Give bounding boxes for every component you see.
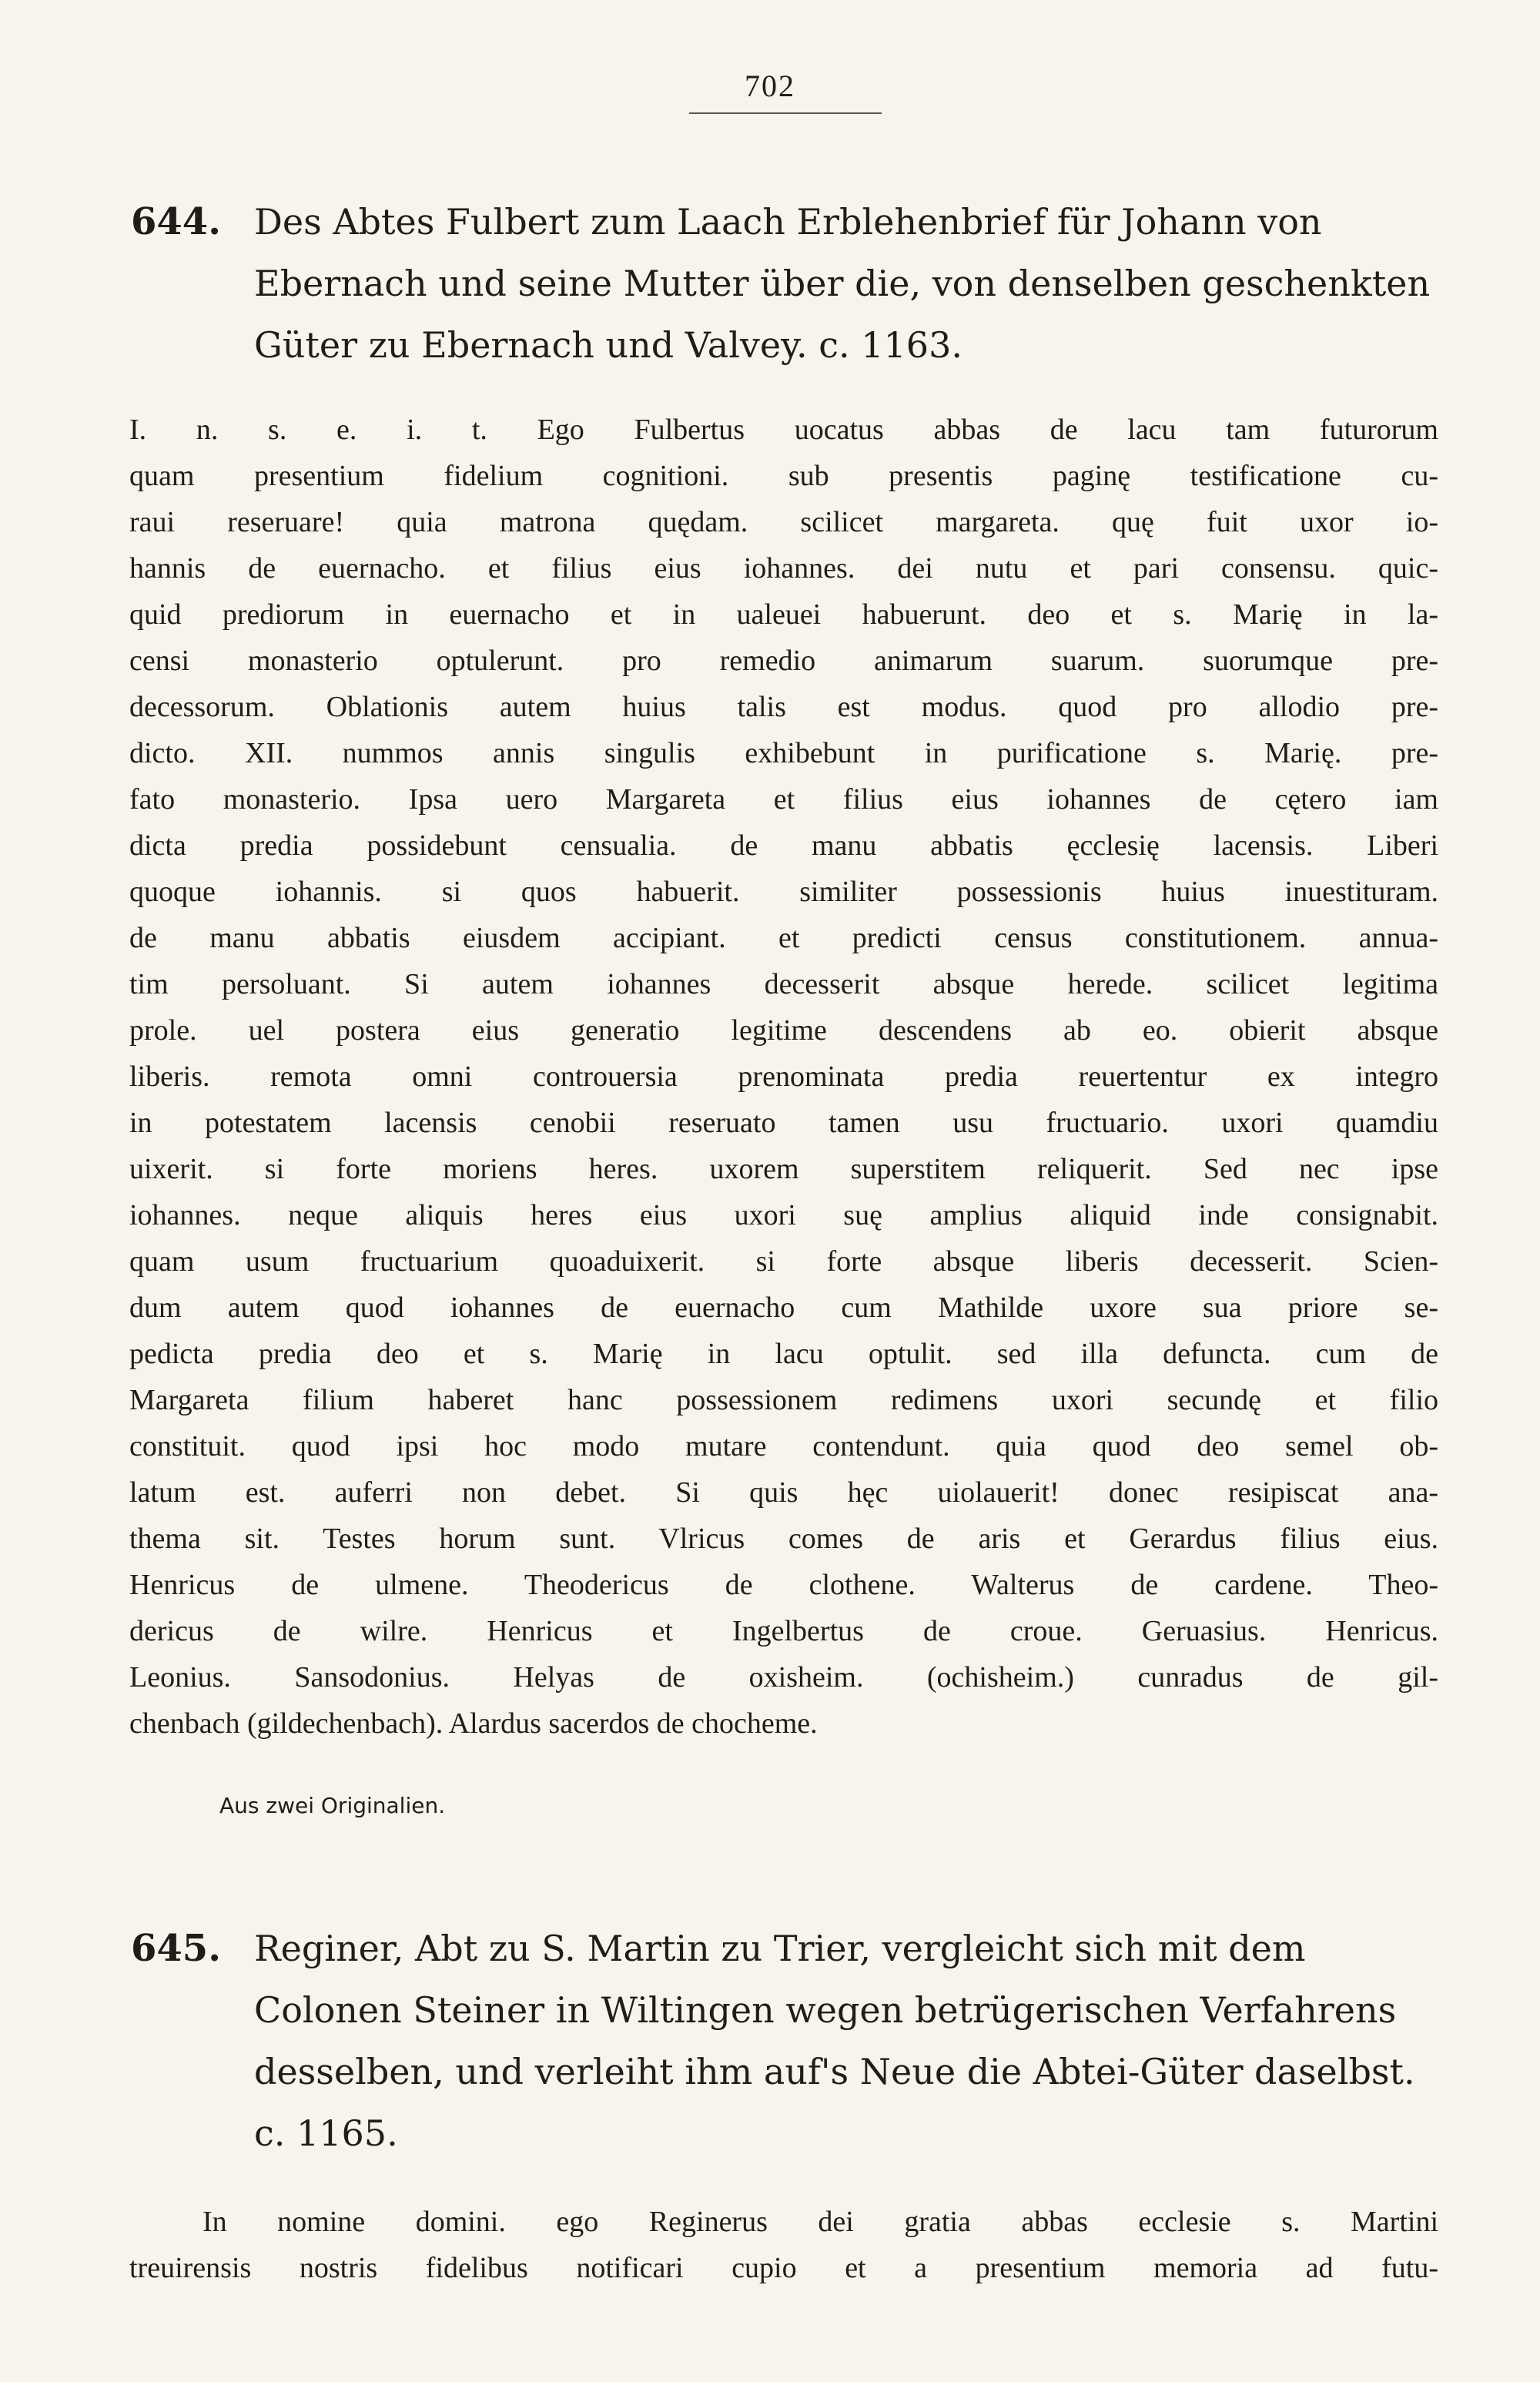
body-line: quam presentium fidelium cognitioni. sub presentis paginę testificatione cu- xyxy=(129,460,1438,492)
body-line: treuirensis nostris fidelibus notificari cupio et a presentium memoria ad futu- xyxy=(129,2252,1438,2284)
body-line: dericus de wilre. Henricus et Ingelbertus de croue. Geruasius. Henricus. xyxy=(129,1615,1438,1647)
body-line: prole. uel postera eius generatio legitime descendens ab eo. obierit absque xyxy=(129,1014,1438,1047)
body-line: fato monasterio. Ipsa uero Margareta et filius eius iohannes de cętero iam xyxy=(129,783,1438,816)
body-line: de manu abbatis eiusdem accipiant. et predicti census constitutionem. annua- xyxy=(129,922,1438,954)
heading-line: Des Abtes Fulbert zum Laach Erblehenbrief für Johann von xyxy=(254,201,1322,243)
body-line: censi monasterio optulerunt. pro remedio animarum suarum. suorumque pre- xyxy=(129,645,1438,677)
document-number-644: 644. xyxy=(131,200,221,243)
heading-line: Ebernach und seine Mutter über die, von denselben geschenkten xyxy=(254,263,1431,304)
body-line: in potestatem lacensis cenobii reseruato tamen usu fructuario. uxori quamdiu xyxy=(129,1107,1438,1139)
page-number: 702 xyxy=(745,69,795,103)
body-line: dicta predia possidebunt censualia. de manu abbatis ęcclesię lacensis. Liberi xyxy=(129,829,1438,862)
body-line: constituit. quod ipsi hoc modo mutare contendunt. quia quod deo semel ob- xyxy=(129,1430,1438,1462)
body-line: decessorum. Oblationis autem huius talis est modus. quod pro allodio pre- xyxy=(129,691,1438,723)
body-line: latum est. auferri non debet. Si quis hęc uiolauerit! donec resipiscat ana- xyxy=(129,1476,1438,1509)
body-line: quid prediorum in euernacho et in ualeuei habuerunt. deo et s. Marię in la- xyxy=(129,598,1438,631)
body-line: thema sit. Testes horum sunt. Vlricus comes de aris et Gerardus filius eius. xyxy=(129,1523,1438,1555)
body-line: raui reseruare! quia matrona quędam. scilicet margareta. quę fuit uxor io- xyxy=(129,506,1438,538)
body-line: tim persoluant. Si autem iohannes decesserit absque herede. scilicet legitima xyxy=(129,968,1438,1000)
body-line: quam usum fructuarium quoaduixerit. si forte absque liberis decesserit. Scien- xyxy=(129,1245,1438,1278)
body-line: liberis. remota omni controuersia prenominata predia reuertentur ex integro xyxy=(129,1060,1438,1093)
body-line: iohannes. neque aliquis heres eius uxori suę amplius aliquid inde consignabit. xyxy=(129,1199,1438,1231)
document-body-645 xyxy=(129,2199,1438,2291)
document-number-645: 645. xyxy=(131,1927,221,1970)
body-line: Leonius. Sansodonius. Helyas de oxisheim. (ochisheim.) cunradus de gil- xyxy=(129,1661,1438,1694)
heading-line: desselben, und verleiht ihm auf's Neue die Abtei-Güter daselbst. xyxy=(254,2051,1415,2092)
body-line: chenbach (gildechenbach). Alardus sacerdos de chocheme. xyxy=(129,1707,818,1740)
body-line: dum autem quod iohannes de euernacho cum Mathilde uxore sua priore se- xyxy=(129,1292,1438,1324)
page-number-rule xyxy=(689,112,882,114)
body-line: I. n. s. e. i. t. Ego Fulbertus uocatus abbas de lacu tam futurorum xyxy=(129,414,1438,446)
heading-line: Colonen Steiner in Wiltingen wegen betrügerischen Verfahrens xyxy=(254,1989,1397,2031)
document-heading-645 xyxy=(131,1918,1440,2164)
heading-line: Güter zu Ebernach und Valvey. c. 1163. xyxy=(254,324,962,366)
document-body-644 xyxy=(129,407,1438,1747)
body-line: dicto. XII. nummos annis singulis exhibebunt in purificatione s. Marię. pre- xyxy=(129,737,1438,769)
body-line: Henricus de ulmene. Theodericus de clothene. Walterus de cardene. Theo- xyxy=(129,1569,1438,1601)
source-note: Aus zwei Originalien. xyxy=(219,1793,446,1818)
body-line: Margareta filium haberet hanc possessionem redimens uxori secundę et filio xyxy=(129,1384,1438,1416)
body-line: In nomine domini. ego Reginerus dei gratia abbas ecclesie s. Martini xyxy=(203,2206,1438,2238)
body-line: uixerit. si forte moriens heres. uxorem superstitem reliquerit. Sed nec ipse xyxy=(129,1153,1438,1185)
body-line: pedicta predia deo et s. Marię in lacu optulit. sed illa defuncta. cum de xyxy=(129,1338,1438,1370)
document-heading-644 xyxy=(131,191,1440,376)
heading-line: c. 1165. xyxy=(254,2112,398,2154)
body-line: hannis de euernacho. et filius eius iohannes. dei nutu et pari consensu. quic- xyxy=(129,552,1438,585)
body-line: quoque iohannis. si quos habuerit. similiter possessionis huius inuestituram. xyxy=(129,876,1438,908)
heading-line: Reginer, Abt zu S. Martin zu Trier, vergleicht sich mit dem xyxy=(254,1928,1306,1969)
